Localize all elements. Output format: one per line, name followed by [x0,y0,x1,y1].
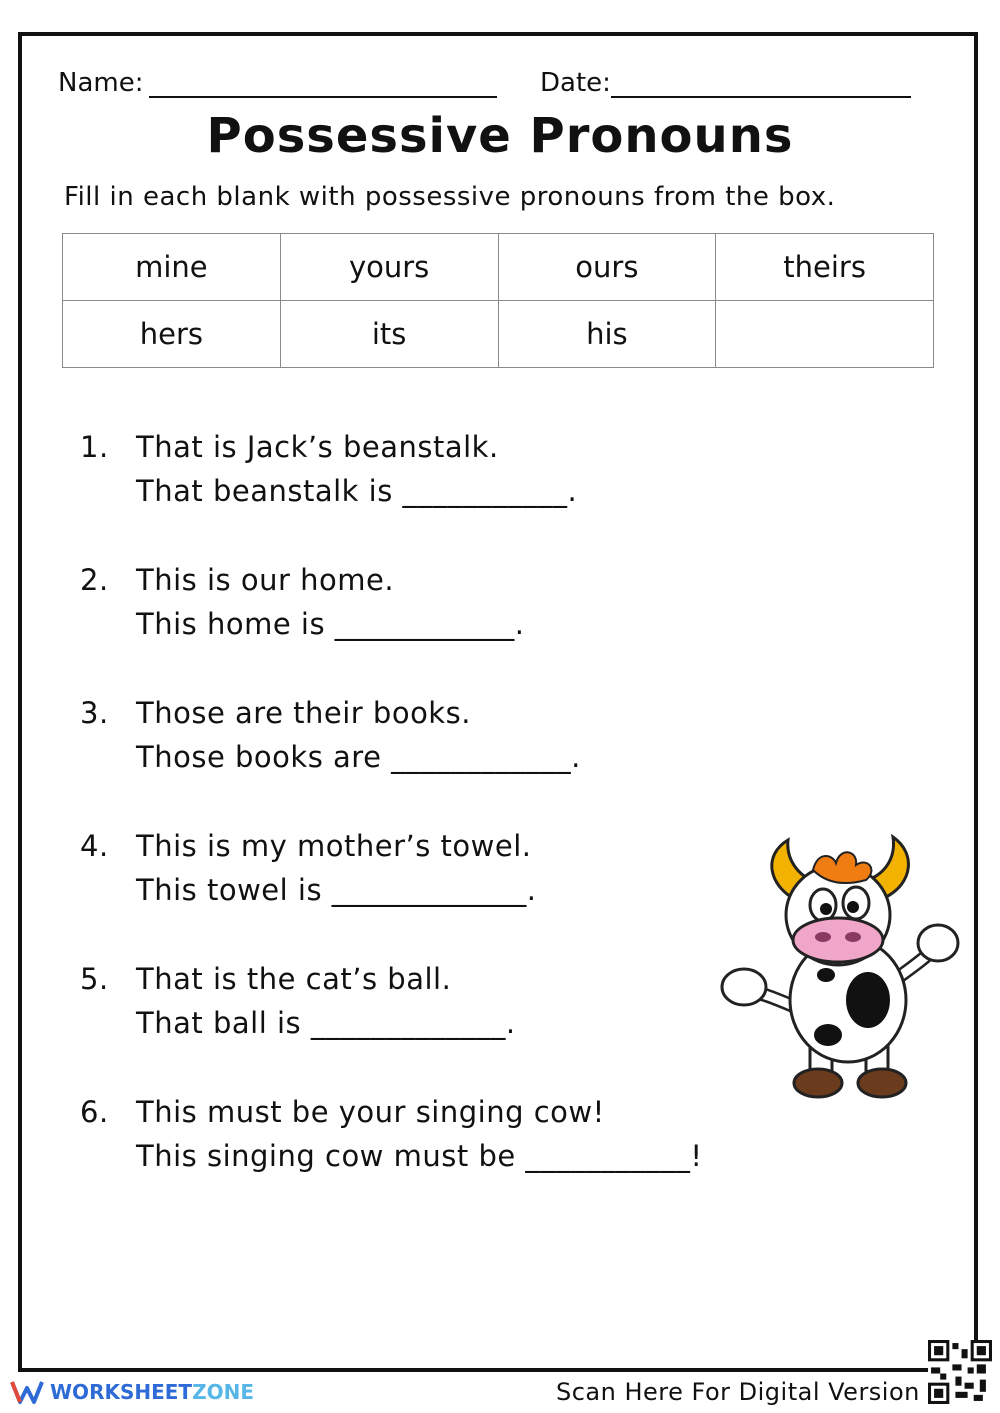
word-cell: mine [63,234,281,301]
instructions: Fill in each blank with possessive pronouns from the box. [64,182,836,212]
question-number: 4. [80,829,109,863]
date-label: Date: [540,68,611,98]
word-cell: theirs [716,234,934,301]
word-cell: his [498,301,716,368]
word-box-row [63,234,934,301]
date-blank[interactable] [611,68,911,98]
word-box [62,233,934,368]
question-sentence: This must be your singing cow! [136,1095,605,1129]
question-number: 6. [80,1095,109,1129]
logo-text-worksheet: WORKSHEET [50,1380,193,1404]
question-number: 3. [80,696,109,730]
question-sentence: That is the cat’s ball. [136,962,452,996]
page-title: Possessive Pronouns [206,108,794,164]
worksheetzone-logo[interactable] [10,1378,254,1406]
question-number: 1. [80,430,109,464]
name-label: Name: [58,68,144,98]
question-fill-in[interactable]: Those books are ____________. [136,740,581,774]
question-sentence: Those are their books. [136,696,471,730]
question-number: 2. [80,563,109,597]
cow-illustration [718,825,968,1105]
word-box-row [63,301,934,368]
w-logo-icon [10,1378,50,1406]
question-sentence: This is our home. [136,563,395,597]
question-sentence: That is Jack’s beanstalk. [136,430,499,464]
word-cell: yours [280,234,498,301]
question-fill-in[interactable]: This towel is _____________. [136,873,537,907]
name-field[interactable] [58,58,497,98]
question-fill-in[interactable]: This singing cow must be ___________! [136,1139,703,1173]
word-cell: hers [63,301,281,368]
qr-code-icon[interactable] [928,1340,992,1404]
word-cell [716,301,934,368]
date-field[interactable] [540,58,911,98]
question-number: 5. [80,962,109,996]
question-fill-in[interactable]: That beanstalk is ___________. [136,474,578,508]
question-fill-in[interactable]: This home is ____________. [136,607,525,641]
logo-text-zone: ZONE [192,1380,254,1404]
word-cell: its [280,301,498,368]
scan-caption: Scan Here For Digital Version [556,1378,920,1406]
question-fill-in[interactable]: That ball is _____________. [136,1006,516,1040]
name-blank[interactable] [149,68,497,98]
question-sentence: This is my mother’s towel. [136,829,532,863]
word-cell: ours [498,234,716,301]
